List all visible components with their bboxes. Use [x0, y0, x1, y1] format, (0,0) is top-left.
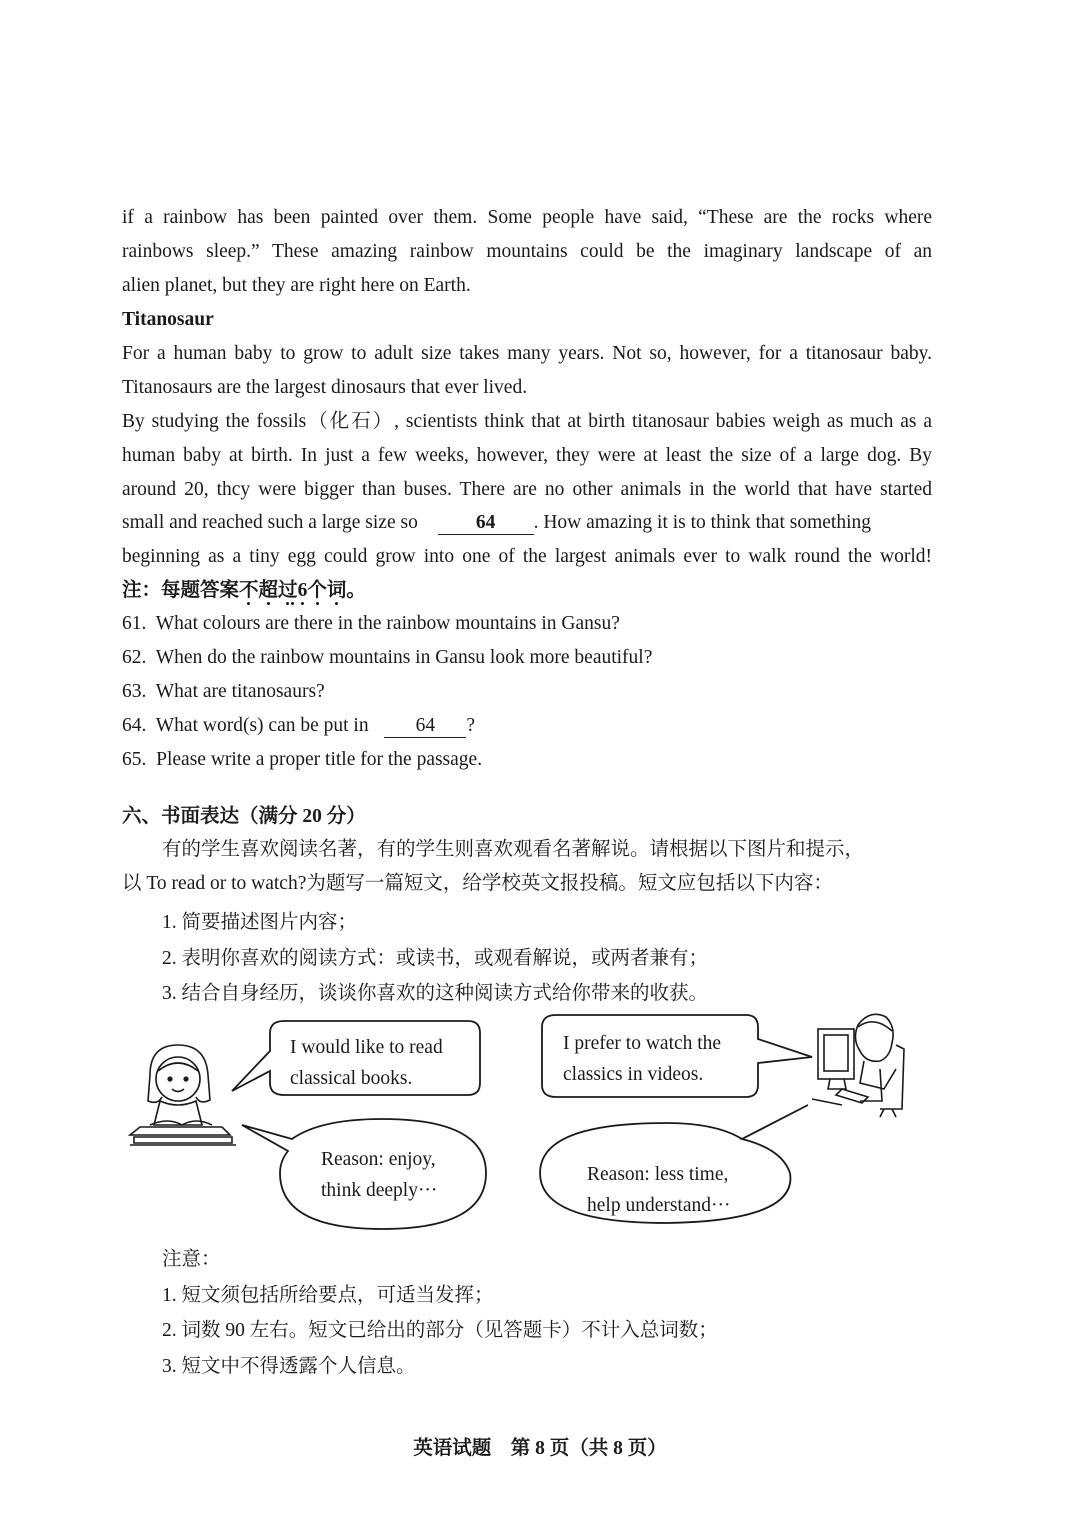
question-64: [122, 709, 932, 743]
writing-point: 2. 表明你喜欢的阅读方式：或读书，或观看解说，或两者兼有；: [162, 948, 709, 969]
emphasis-char: 个: [307, 580, 327, 601]
passage-line: rainbows sleep.” These amazing rainbow mountains could be the imaginary landscape of an: [122, 241, 932, 262]
passage-heading: Titanosaur: [122, 309, 214, 330]
writing-point: 3. 结合自身经历，谈谈你喜欢的这种阅读方式给你带来的收获。: [162, 983, 709, 1004]
emphasis-char: 过: [278, 580, 298, 601]
girl-reason-bubble: [242, 1119, 486, 1229]
note-suffix: 。: [346, 580, 366, 601]
girl-reason-text: Reason: enjoy,: [321, 1149, 436, 1170]
girl-reading-icon: [130, 1045, 236, 1145]
note-dotted: [239, 580, 346, 601]
girl-speech-text: classical books.: [290, 1068, 413, 1089]
attention-item: 3. 短文中不得透露个人信息。: [162, 1356, 416, 1377]
boy-reason-text: help understand···: [587, 1195, 731, 1216]
boy-speech-text: I prefer to watch the: [563, 1033, 722, 1054]
passage-line: around 20, thcy were bigger than buses. There are no other animals in the world that have started: [122, 479, 932, 500]
question-text-end: ?: [466, 715, 475, 736]
question-text: Please write a proper title for the passage.: [156, 749, 483, 770]
boy-computer-icon: [812, 1014, 904, 1117]
writing-illustration: [0, 1005, 1080, 1245]
attention-item: 2. 词数 90 左右。短文已给出的部分（见答题卡）不计入总词数；: [162, 1320, 718, 1341]
passage-line: if a rainbow has been painted over them. Some people have said, “These are the rocks where: [122, 207, 932, 228]
question-text: What colours are there in the rainbow mountains in Gansu?: [155, 613, 620, 634]
passage-line: Titanosaurs are the largest dinosaurs that ever lived.: [122, 377, 528, 398]
page-footer: 英语试题 第 8 页（共 8 页）: [413, 1438, 667, 1459]
answer-blank-64-ref: 64: [384, 715, 466, 738]
question-61: [122, 607, 932, 641]
boy-reason-text: Reason: less time,: [587, 1164, 729, 1185]
emphasis-char: 不: [239, 580, 259, 601]
question-number: 62.: [122, 647, 147, 668]
boy-speech-text: classics in videos.: [563, 1064, 704, 1085]
passage-line-with-blank: [122, 506, 932, 540]
question-number: 64.: [122, 715, 147, 736]
answer-note: [122, 574, 932, 608]
question-number: 63.: [122, 681, 147, 702]
attention-title: 注意：: [162, 1249, 221, 1270]
blank-line-text-before: small and reached such a large size so: [122, 512, 418, 533]
emphasis-char: 词: [326, 580, 347, 601]
question-text: What are titanosaurs?: [155, 681, 325, 702]
question-number: 61.: [122, 613, 147, 634]
emphasis-char: 超: [258, 580, 279, 601]
passage-line: human baby at birth. In just a few weeks, however, they were at least the size of a large dog. By: [122, 445, 932, 466]
question-62: [122, 641, 932, 675]
question-63: [122, 675, 932, 709]
section-title: 六、书面表达（满分 20 分）: [122, 806, 366, 827]
passage-line: beginning as a tiny egg could grow into one of the largest animals ever to walk round the world!: [122, 546, 932, 567]
writing-point: 1. 简要描述图片内容；: [162, 912, 358, 933]
girl-reason-text: think deeply···: [321, 1180, 438, 1201]
writing-intro: 有的学生喜欢阅读名著，有的学生则喜欢观看名著解说。请根据以下图片和提示，: [162, 839, 865, 860]
passage-line: alien planet, but they are right here on Earth.: [122, 275, 471, 296]
emphasis-char: 6: [297, 580, 308, 601]
answer-blank-64: 64: [438, 512, 534, 535]
attention-item: 1. 短文须包括所给要点，可适当发挥；: [162, 1285, 494, 1306]
note-prefix: 注：每题答案: [122, 580, 240, 601]
blank-line-text-after: . How amazing it is to think that something: [533, 512, 872, 533]
girl-speech-text: I would like to read: [290, 1037, 443, 1058]
question-number: 65.: [122, 749, 147, 770]
question-text: What word(s) can be put in: [155, 715, 369, 736]
question-text: When do the rainbow mountains in Gansu look more beautiful?: [155, 647, 653, 668]
passage-line: By studying the fossils（化石）, scientists think that at birth titanosaur babies weigh as much as a: [122, 411, 932, 432]
writing-intro: 以 To read or to watch?为题写一篇短文，给学校英文报投稿。短文应包括以下内容：: [122, 873, 833, 894]
passage-line: For a human baby to grow to adult size takes many years. Not so, however, for a titanosaur baby.: [122, 343, 932, 364]
question-65: [122, 743, 932, 777]
